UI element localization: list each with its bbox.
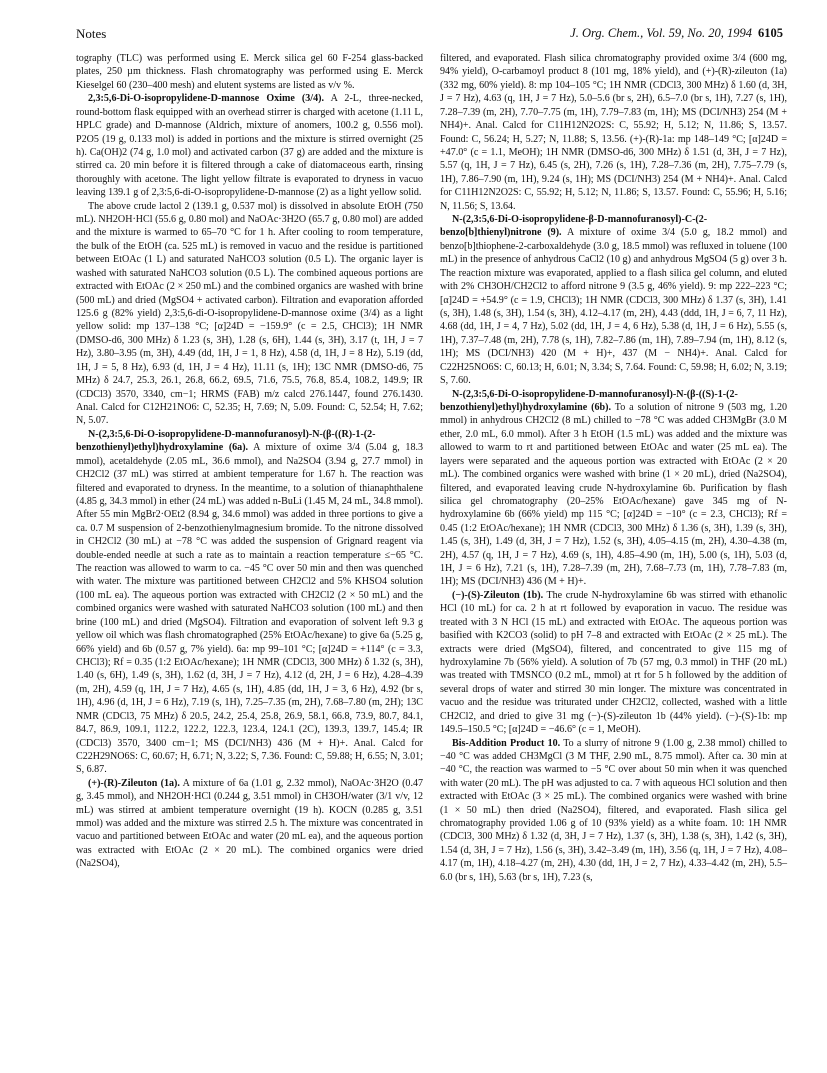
page-header	[76, 26, 783, 46]
paragraph-text: A mixture of oxime 3/4 (5.04 g, 18.3 mmol), acetaldehyde (2.05 mL, 36.6 mmol), and Na2SO4 (3.94 g, 27.7 mmol) in CH2Cl2 (37 mL) was stirred at ambient temperature for 1.67 h. The reaction was filtered and evaporated to dryness. In the meantime, to a solution of thianaphthalene (4.85 g, 34.3 mmol) in ether (24 mL) was added n-BuLi (1.45 M, 24 mL, 34.8 mmol). After 55 min MgBr2·OEt2 (8.94 g, 34.6 mmol) was added in three portions to give a ca. 0.7 M suspension of 2-benzothienylmagnesium bromide. To the nitrone dissolved in CH2Cl2 (30 mL) at −78 °C was added the suspension of Grignard reagent via double-ended needle at such a rate as to maintain a reaction temperature ≤−65 °C. The reaction was allowed to warm to ca. −45 °C over 50 min and then was quenched with water. The mixture was partitioned between CH2Cl2 and 5% KHSO4 solution (100 mL ea). The aqueous portion was extracted with CH2Cl2 (2 × 50 mL) and the combined organics were washed with saturated NaHCO3 solution (100 mL) and then brine (100 mL) and dried (MgSO4). Filtration and evaporation of solvent left 9.3 g yellow oil which was flash chromatographed (25% EtOAc/hexane) to give 6a (5.25 g, 66% yield) and 6b (0.57 g, 7% yield). 6a: mp 99–101 °C; [α]24D = +114° (c = 3.3, CHCl3); Rf = 0.35 (1:2 EtOAc/hexane); 1H NMR (CDCl3, 300 MHz) δ 1.32 (s, 3H), 1.40 (s, 6H), 1.49 (s, 3H), 1.62 (d, 3H, J = 7 Hz), 4.12 (d, 2H, J = 6 Hz), 4.28–4.39 (m, 2H), 4.59 (q, 1H, J = 7 Hz), 4.65 (s, 1H), 4.85 (dd, 1H, J = 3, 6 Hz), 4.92 (br s, 1H), 4.96 (d, 1H, J = 6 Hz), 7.19 (s, 1H), 7.25–7.35 (m, 2H), 7.68–7.80 (m, 2H); 13C NMR (CDCl3, 75 MHz) δ 20.5, 24.2, 25.4, 25.8, 26.9, 58.1, 66.8, 73.9, 80.7, 84.1, 84.7, 86.9, 109.1, 112.2, 122.2, 122.3, 123.4, 124.1 (2C), 139.3, 139.7, 145.4; IR (CDCl3) 3570, 3400 cm−1; MS (DCI/NH3) 436 (M + H)+. Anal. Calcd for C22H29NO6S: C, 60.67; H, 6.71; N, 3.22; S, 7.36. Found: C, 59.88; H, 6.55; N, 3.01; S, 6.87.	[76, 442, 424, 776]
paragraph	[440, 737, 787, 885]
compound-heading: N-(2,3:5,6-Di-O-isopropylidene-β-D-mannofuranosyl)-C-(2-benzo[b]thienyl)nitrone (9).	[440, 214, 708, 239]
paragraph-text: A mixture of 6a (1.01 g, 2.32 mmol), NaOAc·3H2O (0.47 g, 3.45 mmol), and NH2OH·HCl (0.244 g, 3.51 mmol) in CH3OH/water (3/1 v/v, 12 mL) was stirred at ambient temperature overnight (19 h). KOCN (0.285 g, 3.51 mmol) was added and the mixture was stirred 2.5 h. The mixture was concentrated in vacuo and partitioned between EtOAc and water (20 mL ea), and the aqueous portion was extracted with EtOAc (2 × 20 mL). The combined organics were dried (Na2SO4),	[76, 777, 424, 870]
paragraph	[76, 777, 423, 871]
left-column	[76, 52, 423, 871]
compound-heading: Bis-Addition Product 10.	[452, 737, 561, 749]
paragraph-text: tography (TLC) was performed using E. Merck silica gel 60 F-254 glass-backed plates, 250 µm thickness. Flash chromatography was performed using E. Merck Kieselgel 60 (230–400 mesh) and elutent systems are listed as v/v %.	[76, 53, 423, 91]
paragraph-text: The above crude lactol 2 (139.1 g, 0.537 mol) is dissolved in absolute EtOH (750 mL). NH2OH·HCl (55.6 g, 0.80 mol) and NaOAc·3H2O (65.7 g, 0.80 mol) are added and the mixture is warmed to 65–70 °C for 1 h. After cooling to room temperature, the bulk of the EtOH (ca. 525 mL) is removed in vacuo and the residue is partitioned between EtOAc (1 L) and saturated NaHCO3 solution (0.5 L). The organic layer is washed with saturated NaHCO3 solution (0.5 L). The combined aqueous portions are extracted with EtOAc (2 × 250 mL) and the combined organics are washed with brine (500 mL) and dried (MgSO4 + activated carbon). Filtration and evaporation afforded 125.6 g (82% yield) 2,3:5,6-di-O-isopropylidene-D-mannose oxime (3/4) as a light yellow solid: mp 137–138 °C; [α]24D = −159.9° (c = 2.5, CHCl3); 1H NMR (DMSO-d6, 300 MHz) δ 1.23 (s, 3H), 1.28 (s, 6H), 1.44 (s, 3H), 3.17 (t, 1H, J = 7 Hz), 3.80–3.95 (m, 3H), 4.49 (dd, 1H, J = 1, 8 Hz), 4.58 (d, 1H, J = 8 Hz), 5.19 (dd, 1H, J = 5, 8 Hz), 6.93 (d, 1H, J = 4 Hz), 11.11 (s, 1H); 13C NMR (DMSO-d6, 75 MHz) δ 24.7, 25.3, 26.1, 26.8, 66.2, 69.5, 71.6, 75.5, 76.8, 85.4, 108.2, 149.9; IR (CDCl3) 3570, 3340, cm−1; HRMS (FAB) m/z calcd 276.1447, found 276.1430. Anal. Calcd for C12H21NO6: C, 52.35; H, 7.69; N, 5.09. Found: C, 52.54; H, 7.62; N, 5.07.	[76, 200, 423, 427]
paragraph	[76, 52, 423, 92]
paragraph-text: A mixture of oxime 3/4 (5.0 g, 18.2 mmol) and benzo[b]thiophene-2-carboxaldehyde (3.0 g, 18.5 mmol) was refluxed in toluene (100 mL) in the presence of anhydrous CaCl2 (10 g) and anhydrous MgSO4 (5 g) over 3 h. The reaction mixture was evaporated, applied to a flash silica gel column, and eluted with 2% CH3OH/CH2Cl2 to afford nitrone 9 (3.5 g, 46% yield). 9: mp 222–223 °C; [α]24D = +54.9° (c = 1.9, CHCl3); 1H NMR (CDCl3, 300 MHz) δ 1.37 (s, 3H), 1.41 (s, 3H), 1.48 (s, 3H), 1.54 (s, 3H), 4.12–4.17 (m, 2H), 4.43 (ddd, 1H, J = 6, 7, 11 Hz), 4.68 (dd, 1H, J = 4, 7 Hz), 5.02 (dd, 1H, J = 4, 6 Hz), 5.38 (d, 1H, J = 6 Hz), 5.55 (s, 1H), 7.37–7.48 (m, 2H), 7.78 (s, 1H), 7.82–7.86 (m, 1H), 7.89–7.94 (m, 1H), 8.12 (s, 1H); MS (DCI/NH3) 420 (M + H)+, 437 (M − NH4)+. Anal. Calcd for C22H25NO6S: C, 60.13; H, 6.01; N, 3.34; S, 7.64. Found: C, 59.98; H, 6.02; N, 3.19; S, 7.60.	[440, 227, 788, 387]
paragraph-text: To a solution of nitrone 9 (503 mg, 1.20 mmol) in anhydrous CH2Cl2 (8 mL) chilled to −78 °C was added CH3MgBr (3.0 M ether, 2.0 mL, 6.0 mmol). After 3 h EtOH (1.5 mL) was added and the mixture was allowed to warm to rt and partitioned between EtOAc and water (25 mL ea). The layers were separated and the aqueous portion was extracted with EtOAc (2 × 20 mL). The combined organics were washed with brine (1 × 20 mL), dried (Na2SO4), filtered, and evaporated leaving crude N-hydroxylamine 6b. Purification by flash silica gel chromatography (20–25% EtOAc/hexane) gave 345 mg of N-hydroxylamine 6b (66% yield) mp 115 °C; [α]24D = −10° (c = 2.3, CHCl3); Rf = 0.45 (1:2 EtOAc/hexane); 1H NMR (CDCl3, 300 MHz) δ 1.36 (s, 3H), 1.39 (s, 3H), 1.45 (s, 3H), 1.49 (d, 3H, J = 7 Hz), 1.52 (s, 3H), 4.05–4.15 (m, 2H), 4.30–4.38 (m, 2H), 4.57 (q, 1H, J = 7 Hz), 4.69 (s, 1H), 4.85–4.90 (m, 1H), 5.00 (s, 1H), 5.03 (d, 1H, J = 6 Hz), 7.21 (s, 1H), 7.28–7.39 (m, 2H), 7.68–7.73 (m, 1H), 7.78–7.83 (m, 1H); MS (DCI/NH3) 436 (M + H)+.	[440, 401, 788, 588]
paragraph	[76, 428, 423, 777]
compound-heading: (−)-(S)-Zileuton (1b).	[452, 589, 544, 601]
compound-heading: 2,3:5,6-Di-O-isopropylidene-D-mannose Oxime (3/4).	[88, 93, 324, 105]
paragraph	[440, 589, 787, 737]
compound-heading: N-(2,3:5,6-Di-O-isopropylidene-D-mannofuranosyl)-N-(β-((S)-1-(2-benzothienyl)ethyl)hydroxylamine (6b).	[440, 388, 738, 413]
paragraph	[76, 92, 423, 199]
compound-heading: N-(2,3:5,6-Di-O-isopropylidene-D-mannofuranosyl)-N-(β-((R)-1-(2-benzothienyl)ethyl)hydroxylamine (6a).	[76, 428, 376, 454]
section-label: Notes	[76, 26, 107, 41]
paragraph	[440, 213, 787, 387]
right-column	[440, 52, 787, 884]
compound-heading: (+)-(R)-Zileuton (1a).	[88, 777, 180, 789]
paragraph-text: filtered, and evaporated. Flash silica chromatography provided oxime 3/4 (600 mg, 94% yield), O-carbamoyl product 8 (101 mg, 18% yield), and (+)-(R)-zileuton (1a) (332 mg, 60% yield). 8: mp 104–105 °C; 1H NMR (CDCl3, 300 MHz) δ 1.60 (d, 3H, J = 7 Hz), 4.63 (q, 1H, J = 7 Hz), 5.0–5.6 (br s, 2H), 6.5–7.0 (br s, 1H), 7.27 (s, 1H), 7.28–7.39 (m, 2H), 7.70–7.75 (m, 1H), 7.79–7.83 (m, 1H); MS (DCI/NH3) 254 (M + NH4)+. Anal. Calcd for C11H12N2O2S: C, 55.92; H, 5.12; N, 11.86; S, 13.57. Found: C, 56.24; H, 5.27; N, 11.88; S, 13.56. (+)-(R)-1a: mp 148–149 °C; [α]24D = +47.0° (c = 1.1, MeOH); 1H NMR (DMSO-d6, 300 MHz) δ 1.51 (d, 3H, J = 7 Hz), 5.57 (q, 1H, J = 7 Hz), 6.45 (s, 2H), 7.26 (s, 1H), 7.28–7.36 (m, 2H), 7.75–7.79 (s, 1H), 7.86–7.90 (m, 1H), 9.24 (s, 1H); MS (DCI/NH3) 254 (M + NH4)+. Anal. Calcd for C11H12N2O2S: C, 55.92; H, 5.12; N, 11.86; S, 13.57. Found: C, 55.96; H, 5.16; N, 11.56; S, 13.64.	[440, 53, 787, 212]
journal-name: J. Org. Chem., Vol. 59, No. 20, 1994	[570, 26, 752, 40]
paragraph	[440, 388, 787, 589]
paragraph-text: To a slurry of nitrone 9 (1.00 g, 2.38 mmol) chilled to −40 °C was added CH3MgCl (3 M THF, 2.90 mL, 8.75 mmol). After ca. 30 min at −40 °C, the reaction was warmed to −5 °C over about 50 min when it was quenched with water (20 mL). The pH was adjusted to ca. 7 with aqueous HCl solution and then extracted with EtOAc (3 × 25 mL). The combined organics were washed with brine (1 × 50 mL) then dried (Na2SO4), filtered, and evaporated. Flash silica gel chromatography provided 1.06 g of 10 (93% yield) as a white foam. 10: 1H NMR (CDCl3, 300 MHz) δ 1.32 (d, 3H, J = 7 Hz), 1.37 (s, 3H), 1.38 (s, 3H), 1.42 (s, 3H), 1.54 (d, 3H, J = 7 Hz), 1.56 (s, 3H), 3.42–3.49 (m, 1H), 3.56 (q, 1H, J = 7 Hz), 4.08–4.17 (m, 1H), 4.18–4.27 (m, 2H), 4.30 (dd, 1H, J = 2, 7 Hz), 4.33–4.42 (m, 2H), 5.5–6.0 (br s, 1H), 5.63 (br s, 1H), 7.23 (s,	[440, 737, 787, 883]
paragraph-text: The crude N-hydroxylamine 6b was stirred with ethanolic HCl (10 mL) for ca. 2 h at rt followed by evaporation in vacuo. The residue was treated with 3 N HCl (15 mL) and extracted with EtOAc. The aqueous portion was basified with K2CO3 (solid) to pH 7–8 and extracted with EtOAc (2 × 25 mL). The extracts were dried (MgSO4), filtered, and concentrated to give 115 mg of hydroxylamine 7b (56% yield). A solution of 7b (57 mg, 0.3 mmol) in THF (20 mL) was treated with TMSNCO (0.2 mL, mmol) at rt for 5 h followed by the addition of several drops of water and stirred 30 min longer. The mixture was concentrated in vacuo and the residue was triturated under CH2Cl2, collected, washed with a little CH2Cl2, and dried to give 31 mg (−)-(S)-zileuton 1b (44% yield). (−)-(S)-1b: mp 149.5–150.5 °C; [α]24D = −46.6° (c = 1, MeOH).	[440, 589, 787, 736]
paragraph	[76, 200, 423, 428]
paragraph	[440, 52, 787, 213]
page-number: 6105	[758, 26, 783, 40]
journal-citation	[570, 26, 783, 41]
paragraph-text: A 2-L, three-necked, round-bottom flask equipped with an overhead stirrer is charged with acetone (1.11 L, HPLC grade) and D-mannose (Aldrich, mixture of anomers, 100.2 g, 0.556 mol). P2O5 (19 g, 0.133 mol) is added in portions and the mixture is stirred overnight (25 h). Ca(OH)2 (74 g, 1.0 mol) and activated carbon (37 g) are added and the mixture is stirred ca. 20 min before it is filtered through a cake of diatomaceous earth, rinsing thoroughly with acetone. The light yellow filtrate is evaporated to dryness in vacuo leaving 139.1 g of 2,3:5,6-di-O-isopropylidene-D-mannose (2) as a light yellow solid.	[76, 93, 423, 199]
